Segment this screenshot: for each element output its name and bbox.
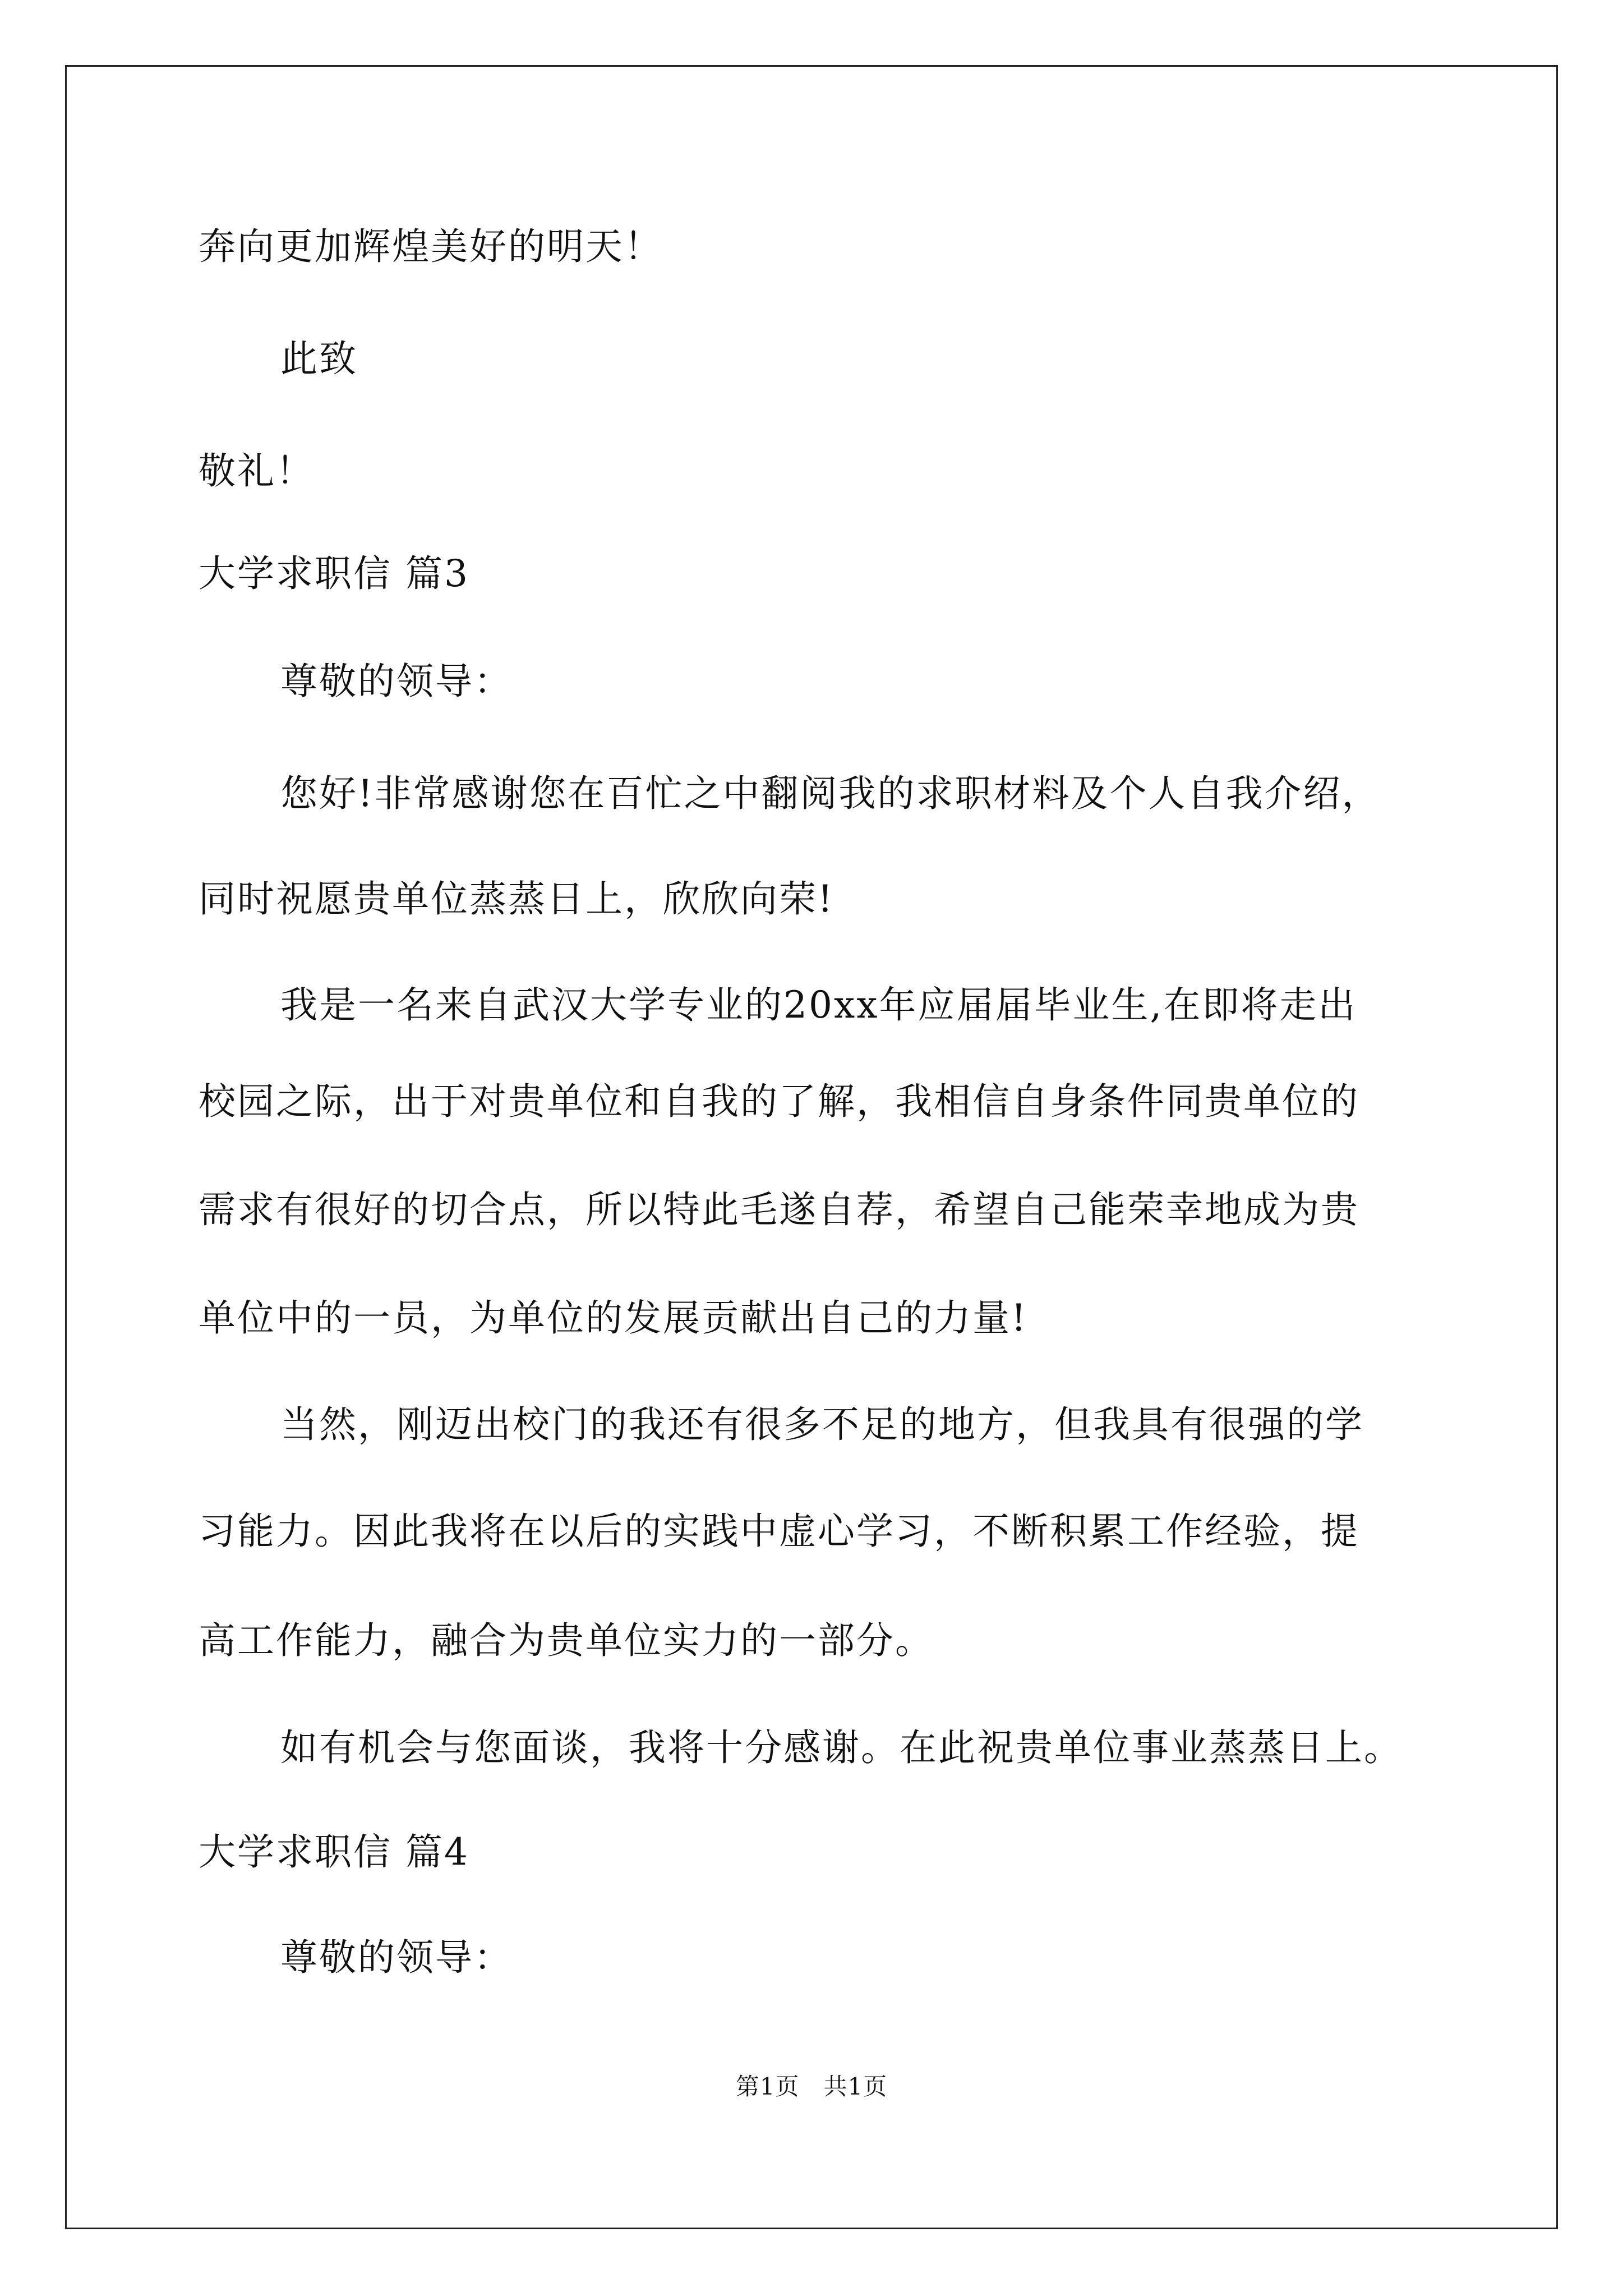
section-heading: 大学求职信 篇3 (199, 552, 469, 595)
paragraph-line: 高工作能力，融合为贵单位实力的一部分。 (199, 1619, 934, 1662)
paragraph-line: 我是一名来自武汉大学专业的20xx年应届届毕业生,在即将走出 (280, 983, 1357, 1027)
greeting: 尊敬的领导： (280, 1936, 513, 1979)
closing-regards: 敬礼！ (199, 449, 315, 493)
paragraph-line: 您好!非常感谢您在百忙之中翻阅我的求职材料及个人自我介绍， (280, 772, 1381, 815)
section-heading: 大学求职信 篇4 (199, 1830, 469, 1874)
paragraph-line: 单位中的一员，为单位的发展贡献出自己的力量! (199, 1296, 1028, 1340)
paragraph-line: 校园之际，出于对贵单位和自我的了解，我相信自身条件同贵单位的 (199, 1080, 1359, 1123)
page-footer: 第1页 共1页 (735, 2073, 888, 2100)
document-body (199, 0, 1432, 2296)
closing-salutation: 此致 (280, 337, 358, 380)
paragraph-line: 需求有很好的切合点，所以特此毛遂自荐，希望自己能荣幸地成为贵 (199, 1188, 1359, 1231)
greeting: 尊敬的领导： (280, 660, 513, 703)
text-line: 奔向更加辉煌美好的明天！ (199, 225, 663, 268)
paragraph-line: 习能力。因此我将在以后的实践中虚心学习，不断积累工作经验，提 (199, 1510, 1359, 1553)
paragraph-line: 如有机会与您面谈，我将十分感谢。在此祝贵单位事业蒸蒸日上。 (280, 1726, 1403, 1769)
paragraph-line: 当然，刚迈出校门的我还有很多不足的地方，但我具有很强的学 (280, 1403, 1364, 1446)
paragraph-line: 同时祝愿贵单位蒸蒸日上，欣欣向荣! (199, 877, 834, 921)
